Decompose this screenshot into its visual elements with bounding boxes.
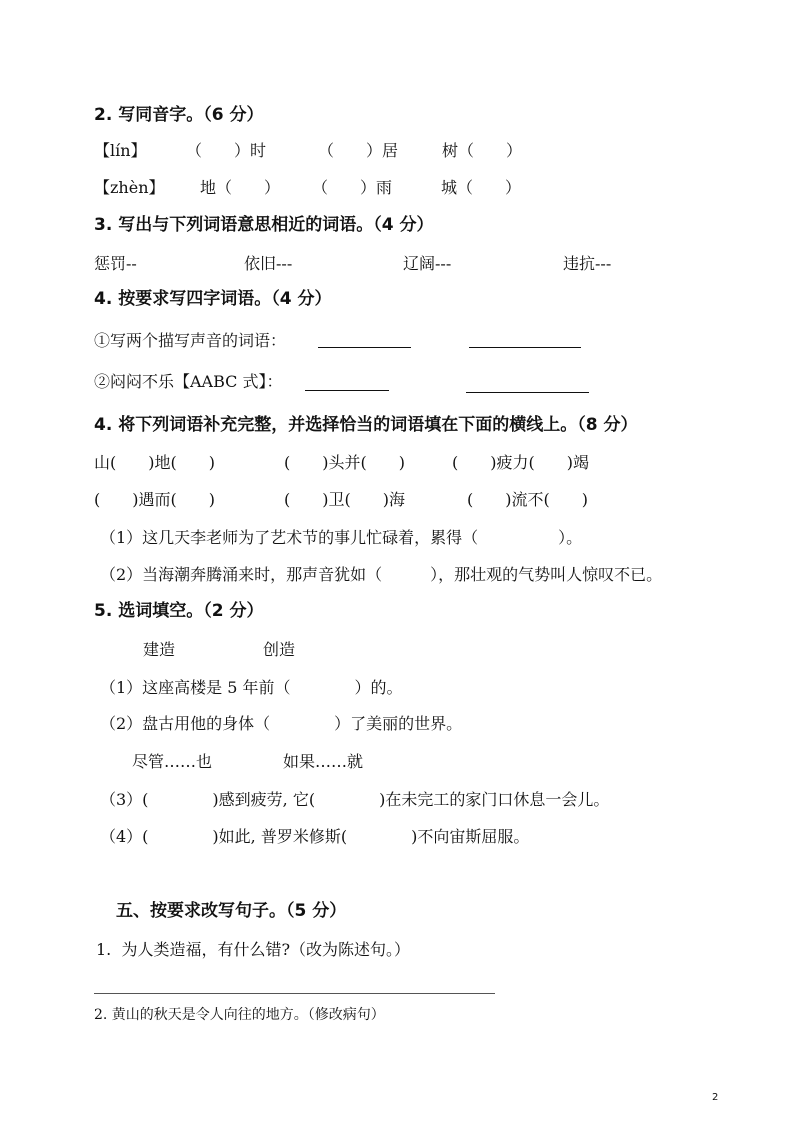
q4b-row1-item-1: 山( )地( ) xyxy=(94,453,215,472)
q4b-row1-item-2: ( )头并( ) xyxy=(284,453,405,472)
q3-heading: 3. 写出与下列词语意思相近的词语。（4 分） xyxy=(94,215,434,235)
q5-sentence-4: （4）( )如此, 普罗米修斯( )不向宙斯屈服。 xyxy=(100,827,530,846)
section5-item-2: 2. 黄山的秋天是令人向往的地方。（修改病句） xyxy=(94,1007,385,1023)
q2-lin-item-3: 树（ ） xyxy=(442,141,523,160)
answer-blank xyxy=(469,347,581,348)
q3-item-1: 惩罚-- xyxy=(94,254,137,273)
q4b-heading: 4. 将下列词语补充完整，并选择恰当的词语填在下面的横线上。（8 分） xyxy=(94,415,638,435)
q2-lin-item-1: （ ）时 xyxy=(186,141,267,160)
answer-blank xyxy=(318,347,411,348)
answer-line xyxy=(94,993,495,994)
section5-heading: 五、按要求改写句子。（5 分） xyxy=(116,901,347,921)
q2-lin-item-2: （ ）居 xyxy=(318,141,399,160)
q4b-row2-item-2: ( )卫( )海 xyxy=(284,490,405,509)
q4b-row1-item-3: ( )疲力( )竭 xyxy=(452,453,589,472)
q2-zhen-item-3: 城（ ） xyxy=(441,178,522,197)
q4a-line-1: ①写两个描写声音的词语： xyxy=(94,331,287,350)
q5-heading: 5. 选词填空。（2 分） xyxy=(94,601,264,621)
q5-choice-2: 创造 xyxy=(263,640,296,659)
answer-blank xyxy=(305,390,389,391)
q4b-sentence-2: （2）当海潮奔腾涌来时，那声音犹如（ ），那壮观的气势叫人惊叹不已。 xyxy=(100,565,663,584)
answer-blank xyxy=(466,392,589,393)
q2-heading: 2. 写同音字。（6 分） xyxy=(94,105,264,125)
q4a-line-2: ②闷闷不乐【AABC 式】： xyxy=(94,372,283,391)
section5-item-1: 1. 为人类造福，有什么错?（改为陈述句。） xyxy=(96,940,411,959)
q5-sentence-2: （2）盘古用他的身体（ ）了美丽的世界。 xyxy=(100,714,463,733)
q2-pinyin-zhen: 【zhèn】 xyxy=(94,178,165,197)
q2-zhen-item-1: 地（ ） xyxy=(200,178,281,197)
q3-item-4: 违抗--- xyxy=(563,254,612,273)
q5-sentence-3: （3）( )感到疲劳, 它( )在未完工的家门口休息一会儿。 xyxy=(100,790,610,809)
q5-choice-4: 如果……就 xyxy=(283,752,364,771)
q5-choice-3: 尽管……也 xyxy=(132,752,213,771)
q3-item-3: 辽阔--- xyxy=(403,254,452,273)
q4a-heading: 4. 按要求写四字词语。（4 分） xyxy=(94,289,332,309)
q2-pinyin-lin: 【lín】 xyxy=(94,141,147,160)
q2-zhen-item-2: （ ）雨 xyxy=(312,178,393,197)
q3-item-2: 依旧--- xyxy=(244,254,293,273)
q5-choice-1: 建造 xyxy=(143,640,176,659)
q4b-row2-item-1: ( )遇而( ) xyxy=(94,490,215,509)
q5-sentence-1: （1）这座高楼是 5 年前（ ）的。 xyxy=(100,678,403,697)
q4b-sentence-1: （1）这几天李老师为了艺术节的事儿忙碌着，累得（ ）。 xyxy=(100,528,583,547)
page-number: 2 xyxy=(712,1092,719,1103)
q4b-row2-item-3: ( )流不( ) xyxy=(467,490,588,509)
